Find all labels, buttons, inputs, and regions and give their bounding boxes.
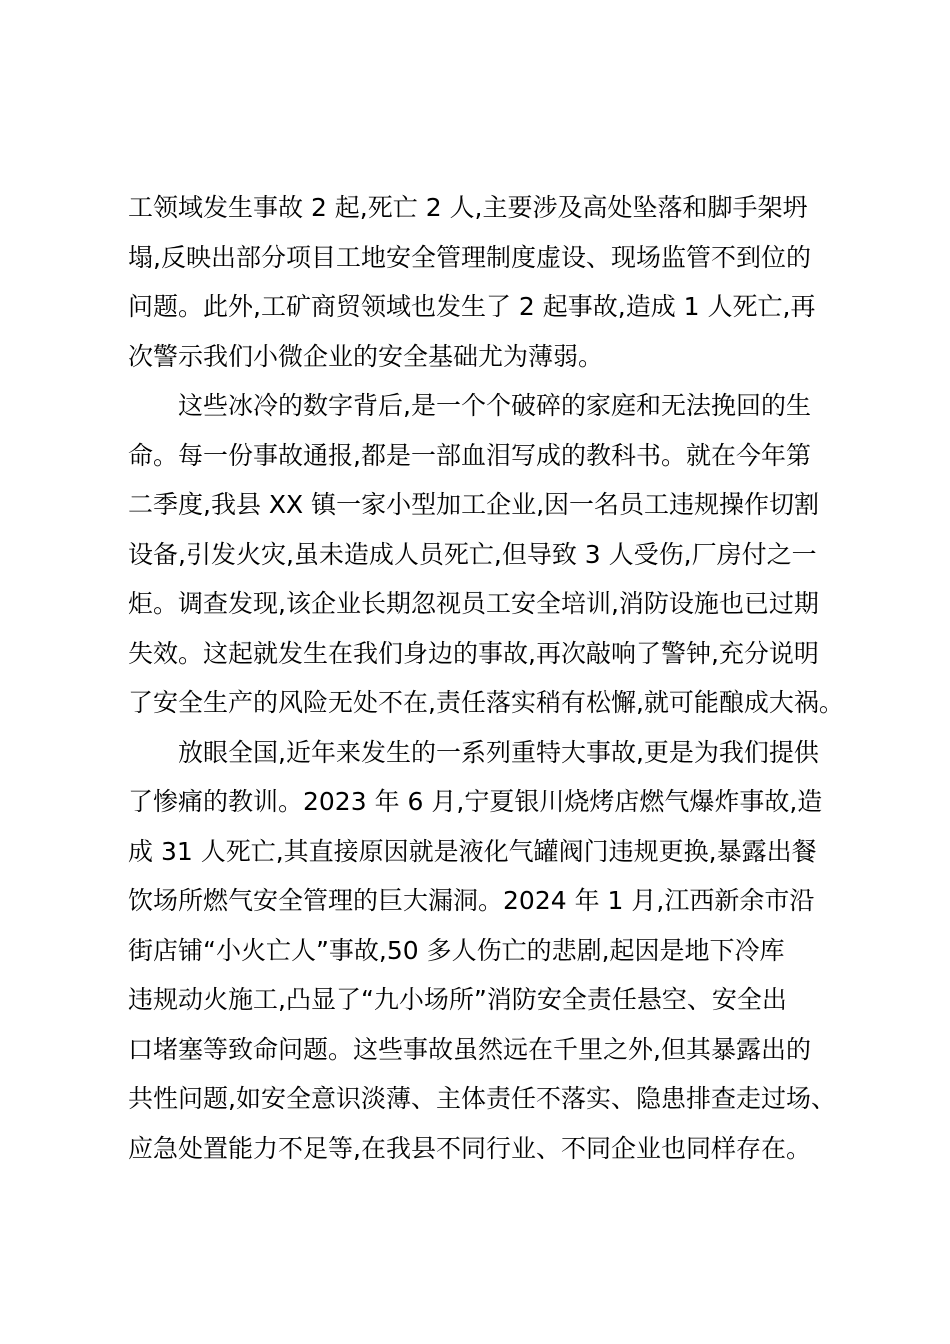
text-line: 了惨痛的教训。2023 年 6 月,宁夏银川烧烤店燃气爆炸事故,造	[128, 787, 823, 816]
text-line: 次警示我们小微企业的安全基础尤为薄弱。	[128, 341, 604, 371]
text-line: 塌,反映出部分项目工地安全管理制度虚设、现场监管不到位的	[128, 242, 811, 272]
paragraph-first-line: 放眼全国,近年来发生的一系列重特大事故,更是为我们提供	[178, 737, 819, 767]
text-line: 设备,引发火灾,虽未造成人员死亡,但导致 3 人受伤,厂房付之一	[128, 539, 817, 569]
text-line: 问题。此外,工矿商贸领域也发生了 2 起事故,造成 1 人死亡,再	[128, 292, 816, 321]
body-text	[128, 183, 848, 1173]
text-line: 违规动火施工,凸显了“九小场所”消防安全责任悬空、安全出	[128, 985, 787, 1014]
text-line: 成 31 人死亡,其直接原因就是液化气罐阀门违规更换,暴露出餐	[128, 836, 817, 866]
text-line: 命。每一份事故通报,都是一部血泪写成的教科书。就在今年第	[128, 440, 811, 470]
text-line: 二季度,我县 XX 镇一家小型加工企业,因一名员工违规操作切割	[128, 490, 820, 519]
text-line: 了安全生产的风险无处不在,责任落实稍有松懈,就可能酿成大祸。	[128, 688, 844, 717]
text-line: 应急处置能力不足等,在我县不同行业、不同企业也同样存在。	[128, 1133, 811, 1163]
text-line: 炬。调查发现,该企业长期忽视员工安全培训,消防设施也已过期	[128, 589, 819, 618]
text-line: 失效。这起就发生在我们身边的事故,再次敲响了警钟,充分说明	[128, 638, 819, 668]
paragraph-first-line: 这些冰冷的数字背后,是一个个破碎的家庭和无法挽回的生	[178, 391, 811, 420]
text-line: 饮场所燃气安全管理的巨大漏洞。2024 年 1 月,江西新余市沿	[128, 886, 815, 915]
text-line: 共性问题,如安全意识淡薄、主体责任不落实、隐患排查走过场、	[128, 1084, 836, 1113]
text-line: 街店铺“小火亡人”事故,50 多人伤亡的悲剧,起因是地下冷库	[128, 935, 785, 965]
text-line: 口堵塞等致命问题。这些事故虽然远在千里之外,但其暴露出的	[128, 1034, 811, 1064]
text-line: 工领域发生事故 2 起,死亡 2 人,主要涉及高处坠落和脚手架坍	[128, 193, 808, 222]
